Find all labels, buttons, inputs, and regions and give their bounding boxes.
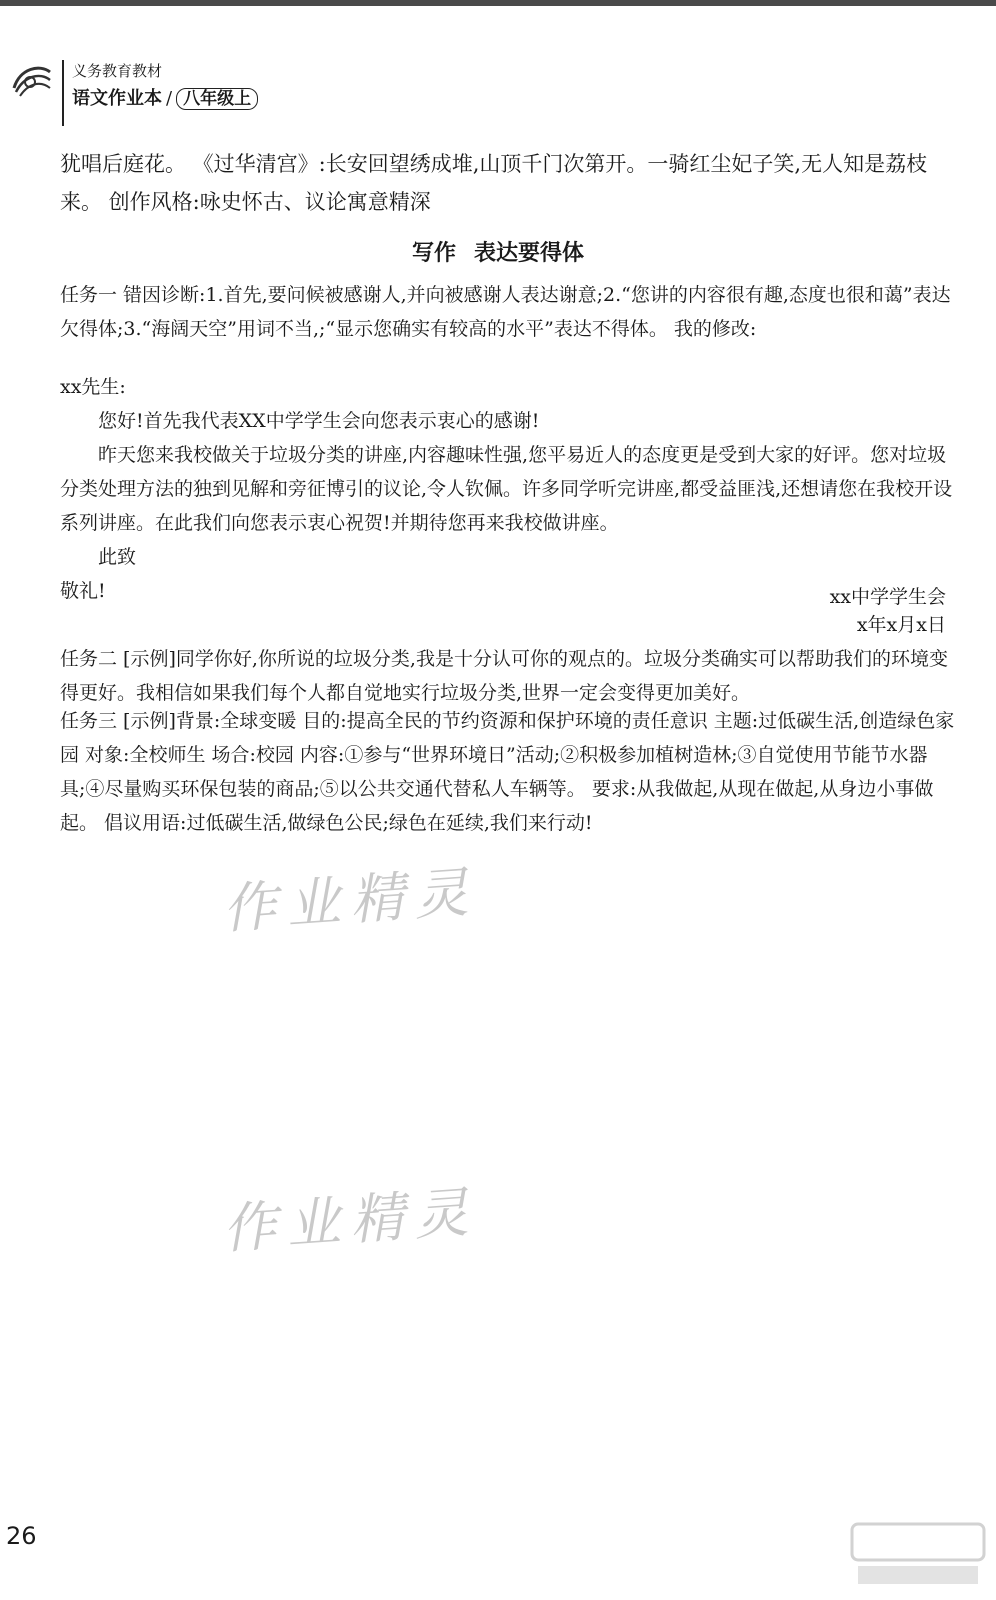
title-slash: / (166, 88, 173, 109)
poem-answer: 犹唱后庭花。 《过华清宫》:长安回望绣成堆,山顶千门次第开。一骑红尘妃子笑,无人知是荔枝来。 创作风格:咏史怀古、议论寓意精深 (60, 152, 928, 214)
task-one: 任务一 错因诊断:1.首先,要问候被感谢人,并向被感谢人表达谢意;2.“您讲的内容很有趣,态度也很和蔼”表达欠得体;3.“海阔天空”用词不当,;“显示您确实有较高的水平”表达不得体。 我的修改: (60, 284, 951, 340)
letter-closing: 此致 (98, 546, 137, 568)
letter-paragraph: 昨天您来我校做关于垃圾分类的讲座,内容趣味性强,您平易近人的态度更是受到大家的好评。您对垃圾分类处理方法的独到见解和旁征博引的议论,令人钦佩。许多同学听完讲座,都受益匪浅,还想请您在我校开设系列讲座。在此我们向您表示衷心祝贺!并期待您再来我校做讲座。 (60, 444, 953, 534)
task-three: 任务三 [示例]背景:全球变暖 目的:提高全民的节约资源和保护环境的责任意识 主题:过低碳生活,创造绿色家园 对象:全校师生 场合:校园 内容:①参与“世界环境日”活动;②积极参加植树造林;③自觉使用节能节水器具;④尽量购买环保包装的商品;⑤以公共交通代替私人车辆等。 要求:从我做起,从现在做起,从身边小事做起。 倡议用语:过低碳生活,做绿色公民;绿色在延续,我们来行动! (60, 710, 955, 834)
publisher-logo-icon (10, 58, 54, 102)
top-border (0, 0, 996, 6)
task-two: 任务二 [示例]同学你好,你所说的垃圾分类,我是十分认可你的观点的。垃圾分类确实可以帮助我们的环境变得更好。我相信如果我们每个人都自觉地实行垃圾分类,世界一定会变得更加美好。 (60, 648, 948, 704)
grade-badge: 八年级上 (176, 88, 258, 110)
watermark: 作业精灵 (220, 860, 481, 941)
letter-signature: xx中学学生会 (829, 586, 946, 608)
section-heading (0, 236, 996, 267)
letter-paragraph: 您好!首先我代表XX中学学生会向您表示衷心的感谢! (98, 410, 540, 432)
sample-letter (60, 370, 960, 608)
book-title-line (72, 84, 258, 110)
watermark: 作业精灵 (220, 1180, 481, 1261)
letter-closing: 敬礼! (60, 580, 106, 602)
header-divider (62, 60, 64, 126)
series-title: 义务教育教材 (72, 62, 163, 80)
book-title: 语文作业本 (72, 88, 162, 109)
letter-date: x年x月x日 (856, 614, 946, 636)
page-number: 26 (6, 1522, 37, 1550)
corner-watermark-logo-icon (848, 1520, 988, 1590)
section-title: 表达要得体 (474, 241, 585, 266)
letter-salutation: xx先生: (60, 376, 126, 398)
section-label: 写作 (411, 241, 456, 266)
